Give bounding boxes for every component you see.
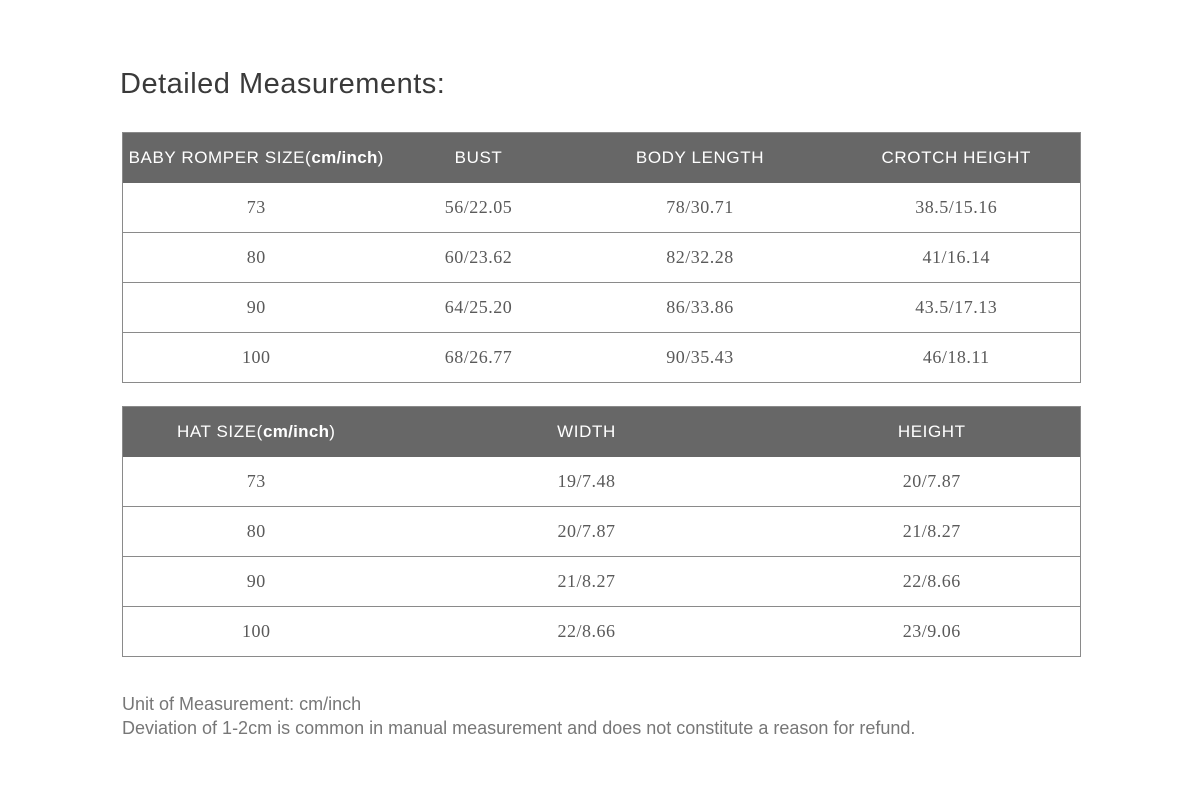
body-length-cell: 78/30.71 xyxy=(666,196,734,217)
bust-cell: 68/26.77 xyxy=(390,333,568,383)
width-column-header: WIDTH xyxy=(557,421,616,441)
size-cell: 80 xyxy=(123,233,390,283)
size-cell: 80 xyxy=(123,507,390,557)
size-cell: 100 xyxy=(123,607,390,657)
crotch-height-cell: 38.5/15.16 xyxy=(915,196,998,217)
table-row xyxy=(123,333,1081,383)
size-cell: 90 xyxy=(123,557,390,607)
crotch-height-cell: 46/18.11 xyxy=(833,333,1081,383)
body-length-cell: 82/32.28 xyxy=(568,233,833,283)
width-cell: 21/8.27 xyxy=(390,557,784,607)
romper-size-table xyxy=(122,132,1081,383)
table-header-row xyxy=(123,133,1081,183)
size-cell: 73 xyxy=(246,470,266,491)
crotch-height-cell: 43.5/17.13 xyxy=(833,283,1081,333)
body-length-cell: 86/33.86 xyxy=(568,283,833,333)
hat-size-table xyxy=(122,406,1081,657)
deviation-note: Deviation of 1-2cm is common in manual measurement and does not constitute a reason for refund. xyxy=(122,718,916,738)
measurement-notes xyxy=(122,692,915,740)
height-cell: 20/7.87 xyxy=(902,470,961,491)
table-row xyxy=(123,557,1081,607)
height-column-header: HEIGHT xyxy=(897,421,966,441)
unit-note: Unit of Measurement: cm/inch xyxy=(122,694,362,714)
width-cell: 20/7.87 xyxy=(390,507,784,557)
size-cell: 90 xyxy=(123,283,390,333)
height-cell: 23/9.06 xyxy=(784,607,1081,657)
bust-column-header: BUST xyxy=(454,147,503,167)
height-cell: 22/8.66 xyxy=(784,557,1081,607)
crotch-height-column-header: CROTCH HEIGHT xyxy=(881,147,1031,167)
crotch-height-cell: 41/16.14 xyxy=(833,233,1081,283)
table-row xyxy=(123,233,1081,283)
width-cell: 22/8.66 xyxy=(390,607,784,657)
table-row xyxy=(123,607,1081,657)
table-row xyxy=(123,457,1081,507)
body-length-column-header: BODY LENGTH xyxy=(635,147,765,167)
page-title: Detailed Measurements: xyxy=(120,68,446,100)
height-cell: 21/8.27 xyxy=(784,507,1081,557)
size-cell: 73 xyxy=(246,196,266,217)
table-row xyxy=(123,507,1081,557)
bust-cell: 64/25.20 xyxy=(390,283,568,333)
table-row xyxy=(123,283,1081,333)
bust-cell: 60/23.62 xyxy=(390,233,568,283)
hat-size-column-header: HAT SIZE(cm/inch) xyxy=(176,421,336,441)
romper-size-column-header: BABY ROMPER SIZE(cm/inch) xyxy=(128,147,384,167)
table-row xyxy=(123,183,1081,233)
table-header-row xyxy=(123,407,1081,457)
body-length-cell: 90/35.43 xyxy=(568,333,833,383)
width-cell: 19/7.48 xyxy=(557,470,616,491)
size-cell: 100 xyxy=(123,333,390,383)
bust-cell: 56/22.05 xyxy=(444,196,513,217)
